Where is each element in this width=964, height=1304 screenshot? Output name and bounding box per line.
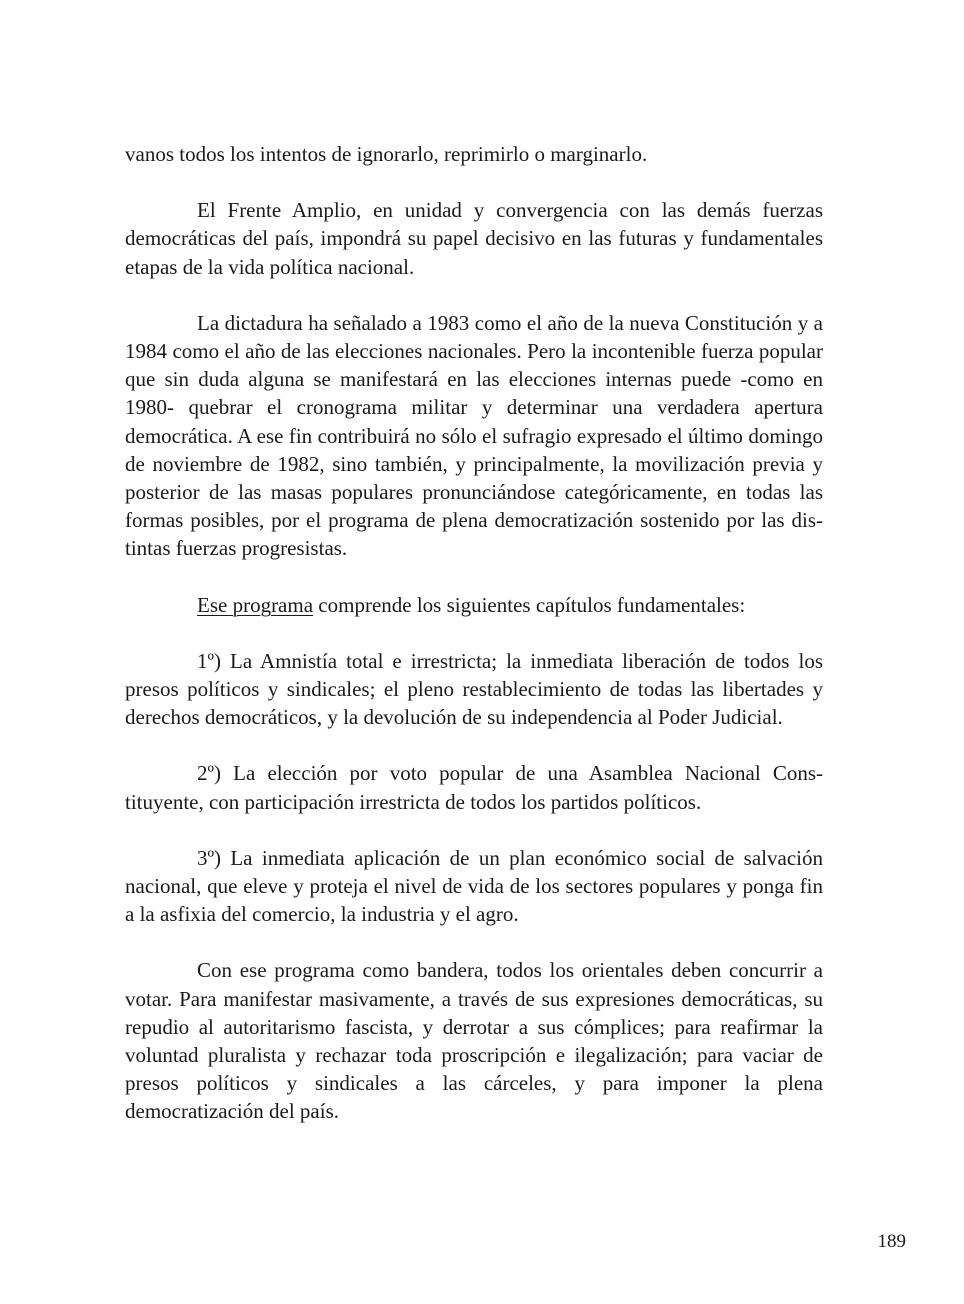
paragraph-program-intro (125, 591, 823, 619)
program-item-3: 3º) La inmediata aplicación de un plan económico social de salvación nacional, que eleve y proteja el nivel de vida de los sectores populares y ponga fin a la asfixia del comercio, la industria y el agro. (125, 845, 823, 927)
program-item-2: 2º) La elección por voto popular de una Asamblea Nacional Constituyente, con participación irrestricta de todos los partidos políticos. (125, 761, 823, 814)
program-underlined-phrase: Ese programa (197, 592, 314, 617)
program-item-1: 1º) La Amnistía total e irrestricta; la inmediata liberación de todos los presos políticos y sindicales; el pleno restablecimiento de todas las libertades y derechos democráticos, y la devolución de su independencia al Poder Judicial. (125, 648, 823, 730)
page-number: 189 (877, 1231, 906, 1252)
paragraph-dictadura: La dictadura ha señalado a 1983 como el año de la nueva Constitución y a 1984 como el año de las elecciones nacionales. Pero la incontenible fuerza popular que sin duda alguna se manifestará en las elecciones internas puede -como en 1980- quebrar el cronograma militar y determinar una verdadera apertura democrática. A ese fin contribuirá no sólo el sufragio expresado el último domingo de noviembre de 1982, sino también, y principalmente, la movilización previa y posterior de las masas populares pronunciándose categóricamente, en todas las formas posibles, por el programa de plena democratización sostenido por las distintas fuerzas progresistas. (125, 310, 823, 561)
paragraph-closing: Con ese programa como bandera, todos los orientales deben concurrir a votar. Para manifestar masivamente, a través de sus expresiones democráticas, su repudio al autoritarismo fascista, y derrotar a sus cómplices; para reafirmar la voluntad pluralista y rechazar toda proscripción e ilegalización; para vaciar de presos políticos y sindicales a las cárceles, y para imponer la plena democratización del país. (125, 958, 823, 1124)
paragraph-frente-amplio: El Frente Amplio, en unidad y convergencia con las demás fuerzas democráticas del país, impondrá su papel decisivo en las futuras y fundamentales etapas de la vida política nacional. (125, 198, 823, 279)
program-intro-rest: comprende los siguientes capítulos fundamentales: (313, 592, 746, 617)
page-body (125, 140, 823, 1154)
paragraph-continuation: vanos todos los intentos de ignorarlo, reprimirlo o marginarlo. (125, 142, 648, 166)
